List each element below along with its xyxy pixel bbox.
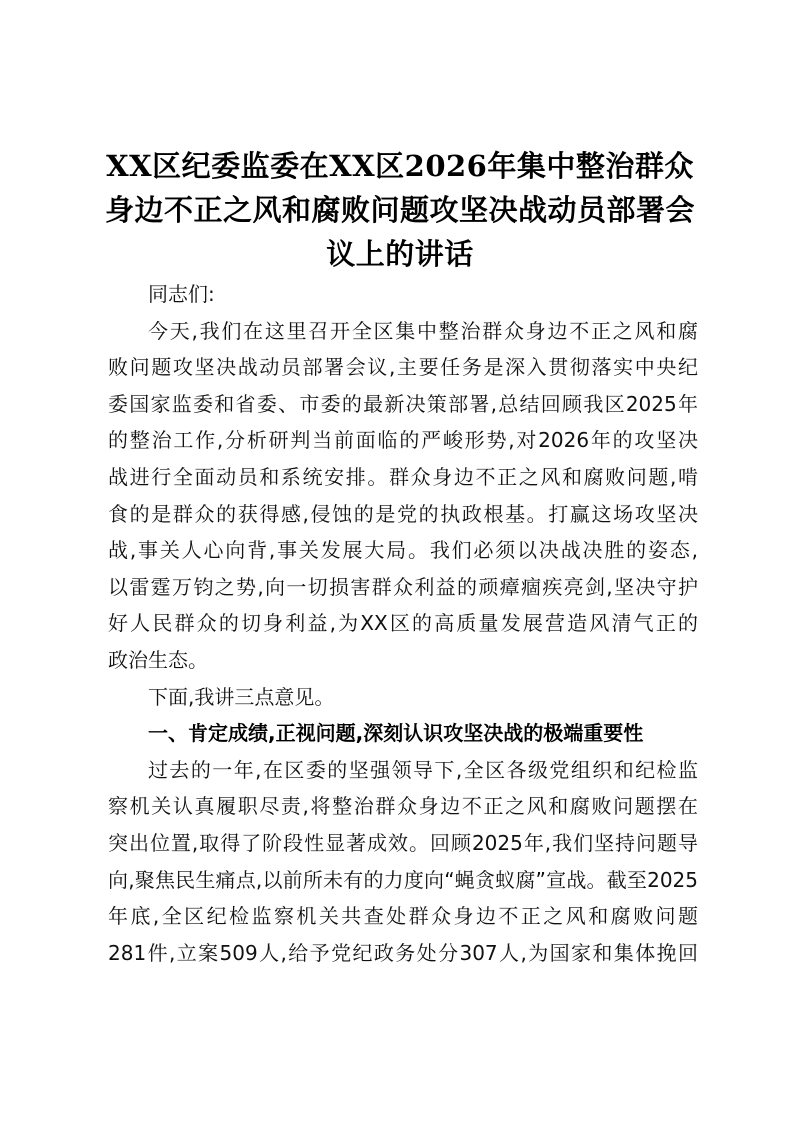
paragraph-line: 战,事关人心向背,事关发展大局。我们必须以决战决胜的姿态, — [108, 538, 698, 563]
paragraph-line: 战进行全面动员和系统安排。群众身边不正之风和腐败问题,啃 — [108, 464, 698, 489]
paragraph-line: 281件,立案509人,给予党纪政务处分307人,为国家和集体挽回 — [108, 940, 698, 965]
document-body — [108, 276, 698, 971]
title-line-2: 身边不正之风和腐败问题攻坚决战动员部署会 — [104, 193, 695, 227]
paragraph-line: 以雷霆万钧之势,向一切损害群众利益的顽瘴痼疾亮剑,坚决守护 — [108, 574, 698, 599]
paragraph-line: 今天,我们在这里召开全区集中整治群众身边不正之风和腐 — [148, 318, 698, 343]
paragraph-outline: 下面,我讲三点意见。 — [148, 684, 335, 709]
paragraph-section1 — [108, 752, 698, 972]
paragraph-line: 食的是群众的获得感,侵蚀的是党的执政根基。打赢这场攻坚决 — [108, 501, 698, 526]
title-line-3: 议上的讲话 — [326, 237, 474, 271]
section-heading-1: 一、肯定成绩,正视问题,深刻认识攻坚决战的极端重要性 — [148, 721, 644, 746]
paragraph-line: 过去的一年,在区委的坚强领导下,全区各级党组织和纪检监 — [148, 757, 698, 782]
paragraph-line: 委国家监委和省委、市委的最新决策部署,总结回顾我区2025年 — [108, 391, 698, 416]
paragraph-line: 察机关认真履职尽责,将整治群众身边不正之风和腐败问题摆在 — [108, 794, 698, 819]
paragraph-line: 年底,全区纪检监察机关共查处群众身边不正之风和腐败问题 — [108, 904, 698, 929]
paragraph-line: 的整治工作,分析研判当前面临的严峻形势,对2026年的攻坚决 — [108, 428, 698, 453]
title-line-1: XX区纪委监委在XX区2026年集中整治群众 — [106, 149, 694, 183]
paragraph-line: 向,聚焦民生痛点,以前所未有的力度向“蝇贪蚁腐”宣战。截至2025 — [108, 867, 698, 892]
paragraph-line: 好人民群众的切身利益,为XX区的高质量发展营造风清气正的 — [108, 611, 698, 636]
paragraph-line: 政治生态。 — [108, 647, 208, 672]
document-title — [100, 144, 700, 276]
salutation: 同志们: — [148, 282, 215, 306]
paragraph-intro — [108, 313, 698, 679]
paragraph-line: 败问题攻坚决战动员部署会议,主要任务是深入贯彻落实中央纪 — [108, 355, 698, 380]
paragraph-line: 突出位置,取得了阶段性显著成效。回顾2025年,我们坚持问题导 — [108, 830, 698, 855]
